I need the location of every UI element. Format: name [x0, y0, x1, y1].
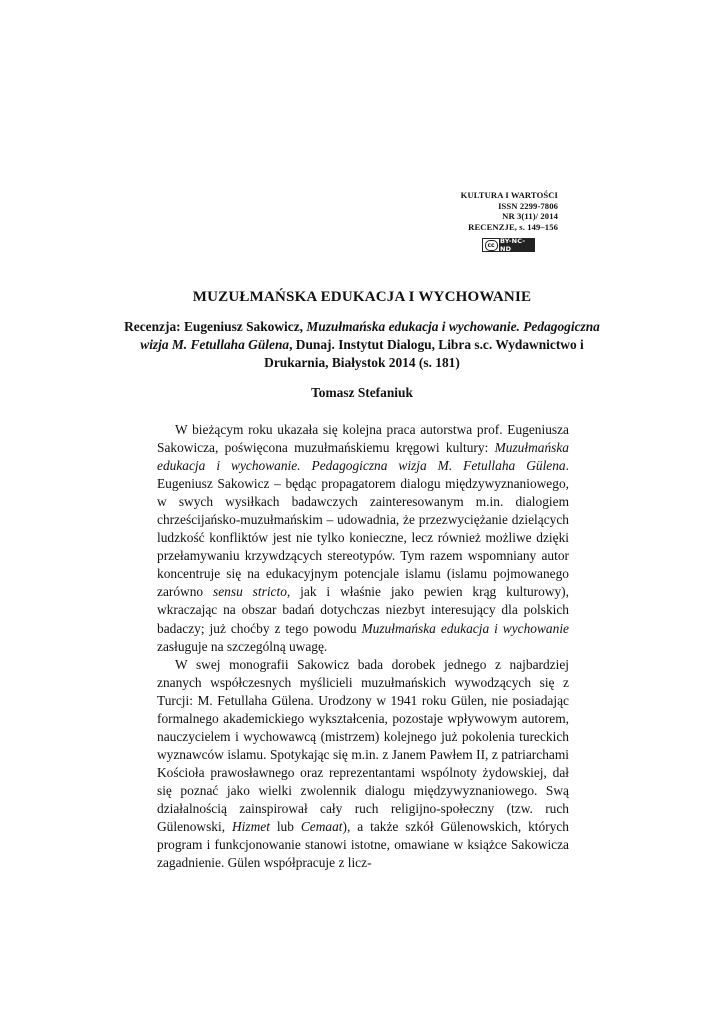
book-title: Muzułmańska edukacja i wychowanie. Pedagogiczna wizja M. Fetullaha Gülena [140, 319, 600, 352]
review-prefix: Recenzja: Eugeniusz Sakowicz, [124, 319, 307, 334]
journal-issue: NR 3(11)/ 2014 [502, 211, 558, 222]
cc-license-badge[interactable] [482, 238, 535, 252]
review-reference [120, 318, 604, 372]
paragraph: W swej monografii Sakowicz bada dorobek jednego z najbardziej znanych współczesnych myślicieli muzułmańskich wywodzących się z Turcji: M. Fetullaha Gülena. Urodzony w 1941 roku Gülen, nie posiadając formalnego akademickiego wykształcenia, pozostaje wpływowym autorem, nauczycielem i wychowawcą (mistrzem) kolejnego już pokolenia tureckich wyznawców islamu. Spotykając się m.in. z Janem Pawłem II, z patriarchami Kościoła prawosławnego oraz reprezentantami wspólnoty żydowskiej, dał się poznać jako wielki zwolennik dialogu międzywyznaniowego. Swą działalnością zainspirował cały ruch religijno-społeczny (tzw. ruch Gülenowski, Hizmet lub Cemaat), a także szkół Gülenowskich, których program i funkcjonowanie stanowi istotne, omawiane w książce Sakowicza zagadnienie. Gülen współpracuje z licz- [157, 656, 569, 871]
journal-name: KULTURA I WARTOŚCI [460, 190, 558, 200]
review-suffix: , Dunaj. Instytut Dialogu, Libra s.c. Wydawnictwo i Drukarnia, Białystok 2014 (s. 181) [264, 337, 584, 370]
journal-issn: ISSN 2299-7806 [498, 200, 558, 211]
journal-pages: RECENZJE, s. 149–156 [468, 221, 558, 232]
paragraph: W bieżącym roku ukazała się kolejna praca autorstwa prof. Eugeniusza Sakowicza, poświęcona muzułmańskiemu kręgowi kultury: Muzułmańska edukacja i wychowanie. Pedagogiczna wizja M. Fetullaha Gülena. Eugeniusz Sakowicz – będąc propagatorem dialogu międzywyznaniowego, w swych wysiłkach badawczych zainteresowanym m.in. dialogiem chrześcijańsko-muzułmańskim – udowadnia, że przezwyciężanie dzielących ludzkość konfliktów jest nie tylko konieczne, lecz również możliwe dzięki przełamywaniu krzywdzących stereotypów. Tym razem wspomniany autor koncentruje się na edukacyjnym potencjale islamu (islamu pojmowanego zarówno sensu stricto, jak i właśnie jako pewien krąg kulturowy), wkraczając na obszar badań dotychczas niezbyt interesujący dla polskich badaczy; już choćby z tego powodu Muzułmańska edukacja i wychowanie zasługuje na szczególną uwagę. [157, 422, 569, 654]
article-body [157, 421, 569, 872]
cc-icon: cc [483, 239, 500, 251]
journal-info [461, 190, 558, 232]
license-text: BY-NC-ND [500, 237, 526, 253]
author-name: Tomasz Stefaniuk [311, 385, 413, 400]
article-title: MUZUŁMAŃSKA EDUKACJA I WYCHOWANIE [192, 289, 532, 305]
